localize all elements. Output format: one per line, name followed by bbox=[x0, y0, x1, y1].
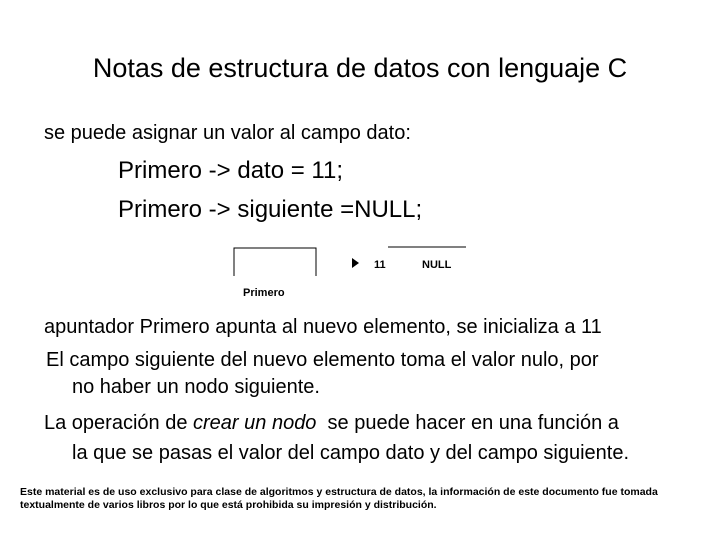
node-value: 11 bbox=[374, 259, 386, 271]
code-line-2: Primero -> siguiente =NULL; bbox=[118, 196, 423, 223]
node-diagram bbox=[228, 240, 478, 302]
body-line-5: la que se pasas el valor del campo dato y del campo siguiente. bbox=[72, 442, 630, 464]
body-line-4-italic: crear un nodo bbox=[193, 412, 317, 434]
intro-text: se puede asignar un valor al campo dato: bbox=[44, 122, 411, 144]
code-line-1: Primero -> dato = 11; bbox=[118, 157, 343, 184]
body-line-2: El campo siguiente del nuevo elemento toma el valor nulo, por bbox=[46, 349, 599, 371]
pointer-label: Primero bbox=[243, 287, 285, 299]
body-line-4-end: se puede hacer en una función a bbox=[316, 412, 619, 434]
pointer-box bbox=[234, 248, 316, 276]
arrow-icon bbox=[352, 258, 359, 268]
body-line-4 bbox=[44, 410, 619, 436]
body-line-3: no haber un nodo siguiente. bbox=[72, 376, 320, 398]
page-title: Notas de estructura de datos con lenguaje C bbox=[92, 53, 628, 83]
body-line-4-start: La operación de bbox=[44, 412, 194, 434]
footer-disclaimer: Este material es de uso exclusivo para clase de algoritmos y estructura de datos, la información de este documento fue tomada textualmente de varios libros por lo que está prohibida su impresión y distribución. bbox=[20, 486, 658, 511]
body-line-1: apuntador Primero apunta al nuevo elemento, se inicializa a 11 bbox=[44, 316, 602, 338]
node-next: NULL bbox=[422, 259, 452, 271]
